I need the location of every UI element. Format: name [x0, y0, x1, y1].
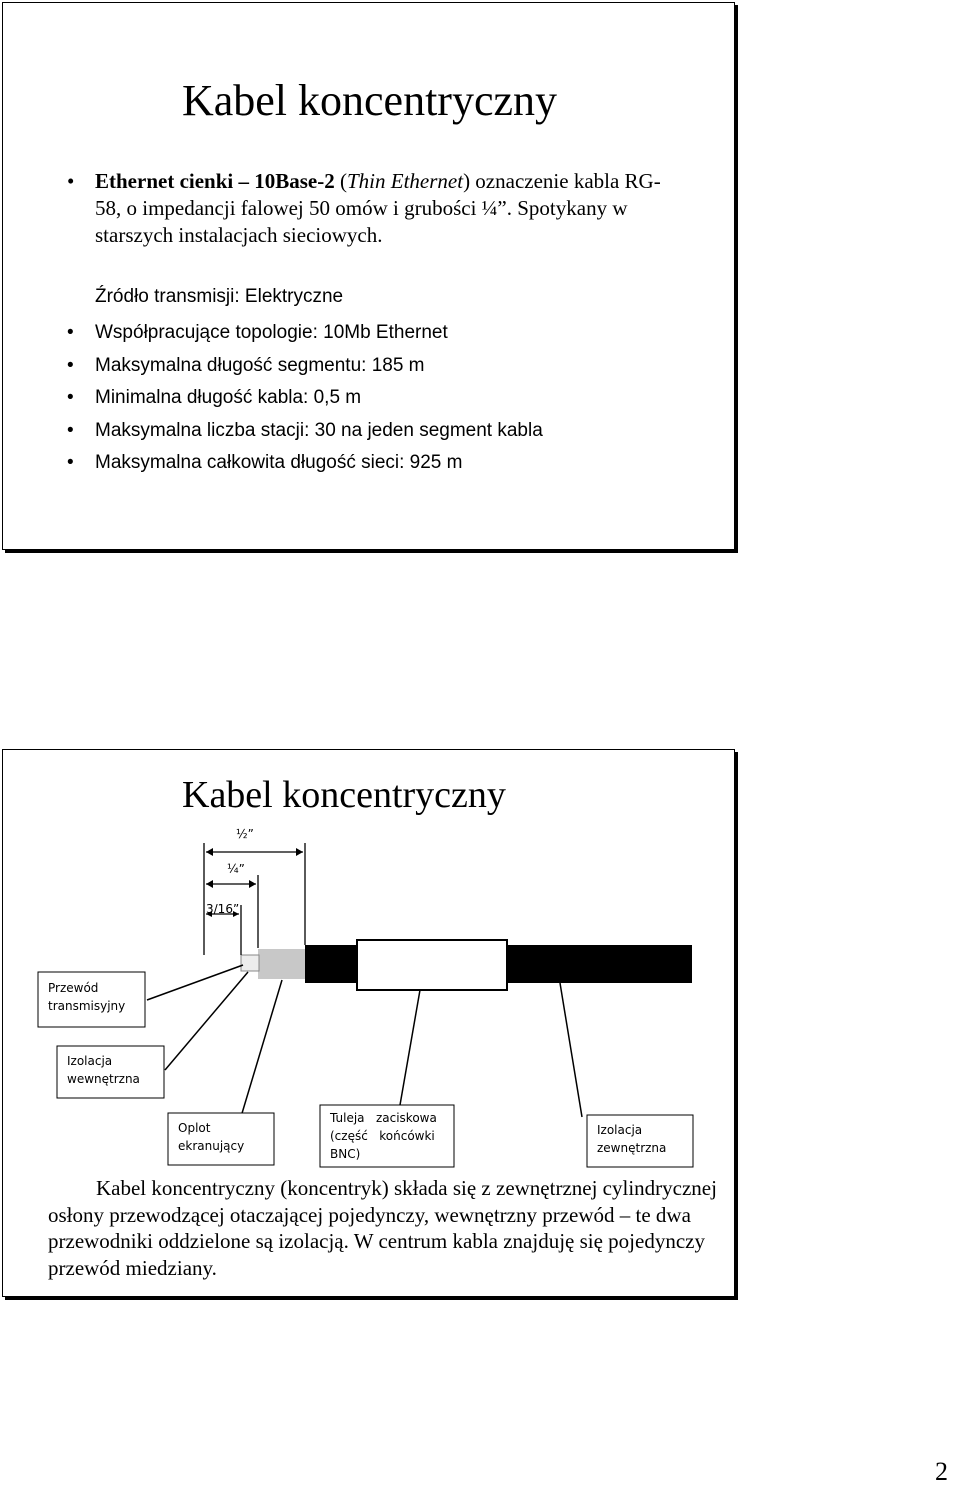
transmission-source: Źródło transmisji: Elektryczne — [95, 286, 344, 307]
spec-item-text: Współpracujące topologie: 10Mb Ethernet — [95, 322, 448, 343]
arrow-left-icon — [206, 880, 213, 888]
arrow-left-icon — [206, 848, 213, 856]
label-conductor-line1: Przewód — [48, 981, 99, 995]
intro-italic-text: Thin Ethernet — [346, 169, 464, 193]
inner-insulation — [241, 955, 259, 971]
bullet-icon: • — [67, 169, 75, 193]
slide-2-title: Kabel koncentryczny — [182, 774, 506, 816]
page-number: 2 — [935, 1457, 948, 1486]
bullet-icon: • — [67, 419, 74, 441]
leader-sleeve — [400, 990, 420, 1105]
label-sleeve-line3: BNC) — [330, 1147, 361, 1161]
bullet-icon: • — [67, 322, 74, 343]
outer-jacket-left — [305, 945, 359, 983]
label-shield-line1: Oplot — [178, 1121, 211, 1135]
label-inner-insulation-line1: Izolacja — [67, 1054, 113, 1068]
bullet-icon: • — [67, 387, 74, 408]
spec-item-text: Minimalna długość kabla: 0,5 m — [95, 387, 362, 408]
dim-label-3-16: 3/16” — [206, 902, 240, 916]
label-inner-insulation-line2: wewnętrzna — [67, 1072, 140, 1086]
label-outer-insulation-line1: Izolacja — [597, 1123, 643, 1137]
outer-jacket-right — [507, 945, 692, 983]
arrow-right-icon — [249, 880, 256, 888]
dim-label-half: ½” — [236, 827, 254, 841]
label-conductor-line2: transmisyjny — [48, 999, 126, 1013]
spec-item-text: Maksymalna liczba stacji: 30 na jeden segment kabla — [95, 419, 543, 441]
spec-item-text: Maksymalna całkowita długość sieci: 925 m — [95, 452, 463, 473]
braided-shield — [258, 949, 305, 979]
slide-2-caption — [48, 1175, 728, 1281]
label-outer-insulation-line2: zewnętrzna — [597, 1141, 667, 1155]
intro-bold-text: Ethernet cienki – 10Base-2 — [95, 169, 335, 193]
caption-text: Kabel koncentryczny (koncentryk) składa się z zewnętrznej cylindrycznej osłony przewodzącej otaczającej pojedynczy, wewnętrzny przewód – te dwa przewodniki oddzielone są izolacją. W centrum kabla znajduję się pojedynczy przewód miedziany. — [48, 1176, 717, 1280]
crimp-sleeve — [357, 940, 507, 990]
leader-outer-insulation — [560, 983, 582, 1117]
bullet-icon: • — [67, 354, 74, 376]
bullet-icon: • — [67, 452, 74, 473]
intro-rest-text: ) oznaczenie kabla RG-58, o impedancji falowej 50 omów i grubości ¼”. Spotykany w starszych instalacjach sieciowych. — [95, 169, 661, 247]
arrow-right-icon — [296, 848, 303, 856]
slide-1-title: Kabel koncentryczny — [181, 76, 558, 125]
leader-inner-insulation — [165, 972, 248, 1070]
label-sleeve-line1: Tuleja zaciskowa — [330, 1111, 437, 1125]
intro-paren: ( — [334, 169, 347, 193]
spec-item-text: Maksymalna długość segmentu: 185 m — [95, 354, 425, 376]
leader-shield — [240, 980, 282, 1120]
label-shield-line2: ekranujący — [178, 1139, 245, 1153]
dim-label-quarter: ¼” — [227, 862, 245, 876]
label-sleeve-line2: (część końcówki — [330, 1129, 435, 1143]
